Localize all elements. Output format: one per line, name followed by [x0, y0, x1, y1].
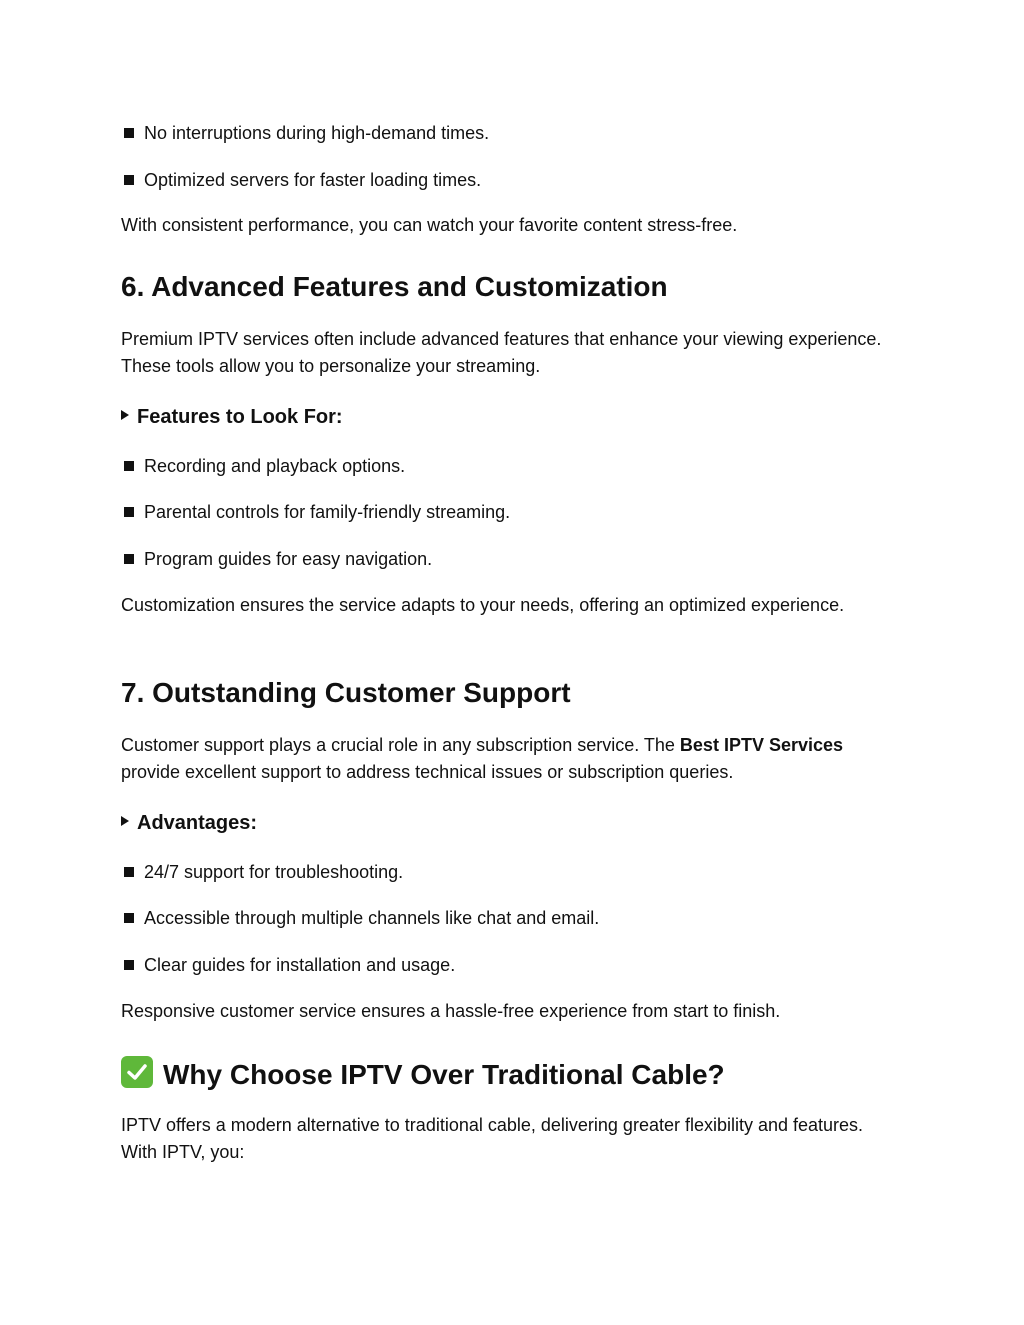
square-bullet-icon	[124, 175, 134, 185]
square-bullet-icon	[124, 867, 134, 877]
list-item: 24/7 support for troubleshooting.	[121, 859, 901, 885]
paragraph: Customization ensures the service adapts to your needs, offering an optimized experience.	[121, 595, 845, 615]
square-bullet-icon	[124, 554, 134, 564]
paragraph: IPTV offers a modern alternative to traditional cable, delivering greater flexibility and features. With IPTV, you:	[121, 1115, 864, 1162]
list-item: Optimized servers for faster loading times.	[121, 167, 901, 193]
list-item: Accessible through multiple channels like chat and email.	[121, 905, 901, 931]
paragraph: Responsive customer service ensures a hassle-free experience from start to finish.	[121, 1001, 781, 1021]
square-bullet-icon	[124, 913, 134, 923]
list-item: Parental controls for family-friendly streaming.	[121, 499, 901, 525]
paragraph: Premium IPTV services often include advanced features that enhance your viewing experience. These tools allow you to personalize your streaming.	[121, 329, 882, 376]
subheading: Advantages:	[121, 810, 901, 836]
check-mark-icon	[121, 1056, 153, 1088]
list-item: No interruptions during high-demand times.	[121, 120, 901, 146]
list-item: Program guides for easy navigation.	[121, 546, 901, 572]
paragraph: Customer support plays a crucial role in any subscription service. The Best IPTV Services provide excellent support to address technical issues or subscription queries.	[121, 735, 844, 782]
paragraph: With consistent performance, you can watch your favorite content stress-free.	[121, 215, 738, 235]
section-heading: 7. Outstanding Customer Support	[121, 677, 571, 708]
list-item: Clear guides for installation and usage.	[121, 952, 901, 978]
square-bullet-icon	[124, 128, 134, 138]
section-heading: 6. Advanced Features and Customization	[121, 271, 668, 302]
square-bullet-icon	[124, 960, 134, 970]
subheading: Features to Look For:	[121, 404, 901, 430]
triangle-bullet-icon	[121, 816, 129, 826]
list-item: Recording and playback options.	[121, 453, 901, 479]
triangle-bullet-icon	[121, 410, 129, 420]
section-heading: Why Choose IPTV Over Traditional Cable?	[121, 1056, 901, 1092]
square-bullet-icon	[124, 461, 134, 471]
bold-text: Best IPTV Services	[679, 735, 844, 755]
square-bullet-icon	[124, 507, 134, 517]
